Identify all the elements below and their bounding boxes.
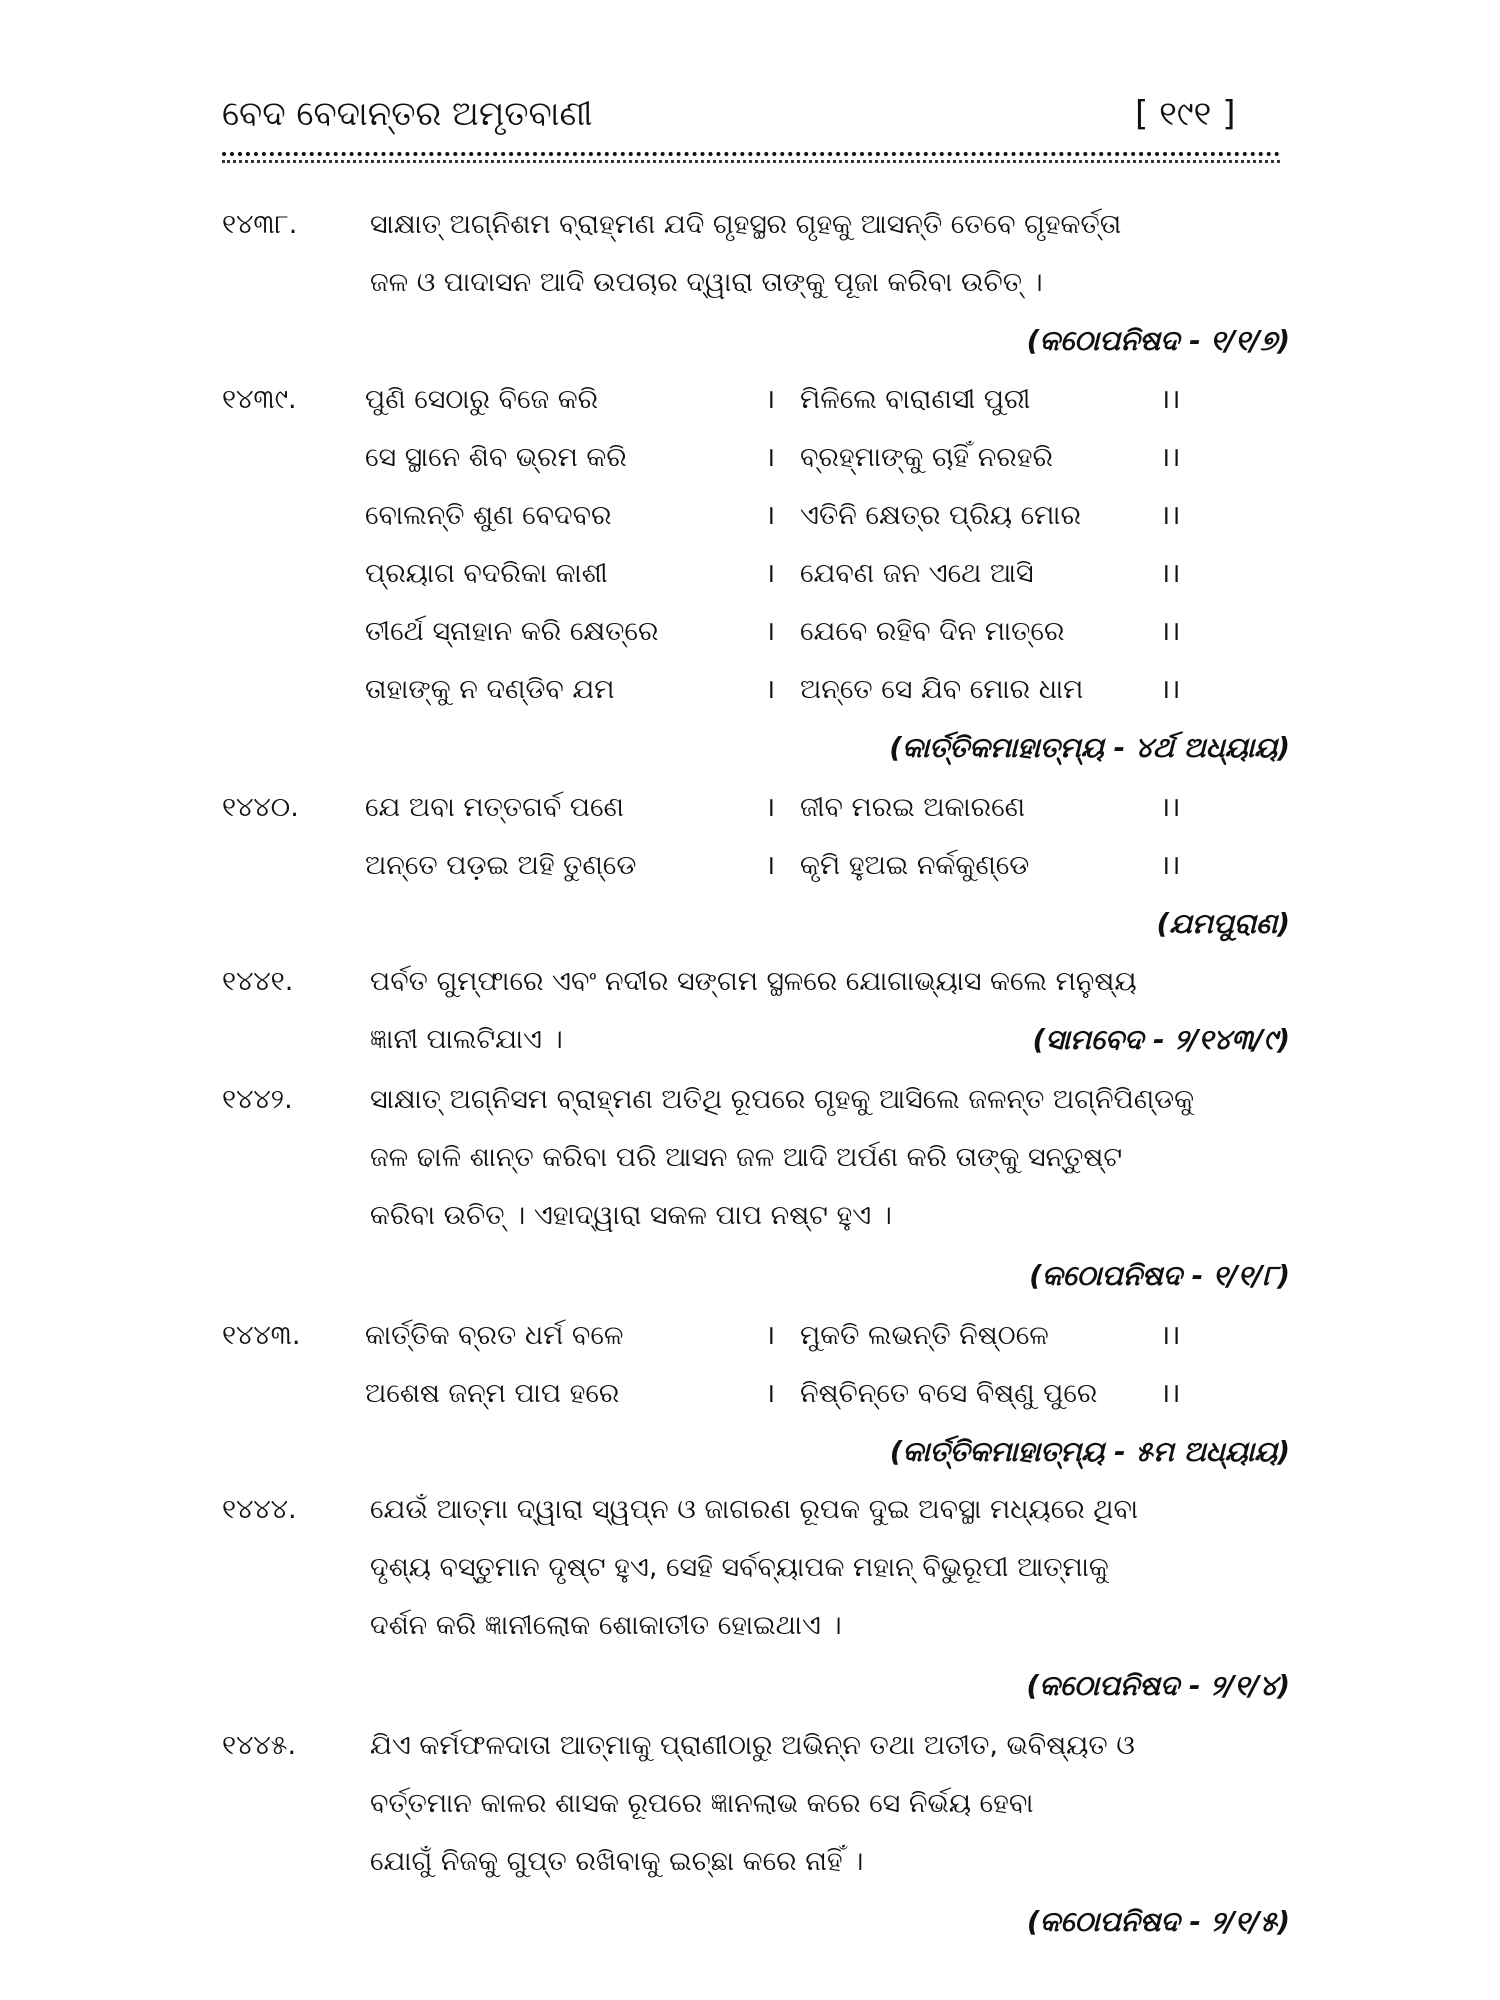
dotted-divider-secondary xyxy=(222,160,1280,163)
verse-1442-line-2: ଜଳ ଢାଳି ଶାନ୍ତ କରିବା ପରି ଆସନ ଜଳ ଆଦି ଅର୍ପଣ କରି ତାଙ୍କୁ ସନ୍ତୁଷ୍ଟ xyxy=(370,1142,1123,1173)
verse-1443-row-2-left: ଅଶେଷ ଜନ୍ମ ପାପ ହରେ xyxy=(365,1378,620,1409)
verse-1440-row-1-right: ଜୀବ ମରଇ ଅକାରଣେ xyxy=(800,792,1026,823)
verse-1440-row-2-left: ଅନ୍ତେ ପଡ଼ଇ ଅହି ତୁଣ୍ଡେ xyxy=(365,850,637,881)
verse-1439-row-6-double-bar: ।। xyxy=(1160,674,1181,705)
verse-1440-source: (ଯମପୁରାଣ) xyxy=(1156,907,1290,940)
verse-1439-row-4-double-bar: ।। xyxy=(1160,558,1181,589)
page-number: [ ୧୯୧ ] xyxy=(1135,94,1236,134)
verse-1443-row-2-right: ନିଷ୍ଚିନ୍ତେ ବସେ ବିଷ୍ଣୁ ପୁରେ xyxy=(800,1378,1098,1409)
verse-1442-source: (କଠୋପନିଷଦ - ୧/୧/୮) xyxy=(1029,1259,1290,1292)
verse-1440-row-2-bar: । xyxy=(765,850,776,881)
verse-1440-row-1-left: ଯେ ଅବା ମତ୍ତଗର୍ବ ପଣେ xyxy=(365,792,624,823)
verse-1445-source: (କଠୋପନିଷଦ - ୨/୧/୫) xyxy=(1026,1905,1290,1938)
dotted-divider xyxy=(222,152,1280,156)
verse-1443-row-1-bar: । xyxy=(765,1320,776,1351)
verse-1444-line-1: ଯେଉଁ ଆତ୍ମା ଦ୍ୱାରା ସ୍ୱପ୍ନ ଓ ଜାଗରଣ ରୂପକ ଦୁଇ ଅବସ୍ଥା ମଧ୍ୟରେ ଥିବା xyxy=(370,1494,1139,1525)
verse-1439-row-2-double-bar: ।। xyxy=(1160,442,1181,473)
verse-1439-row-6-bar: । xyxy=(765,674,776,705)
verse-1442-line-1: ସାକ୍ଷାତ୍ ଅଗ୍ନିସମ ବ୍ରାହ୍ମଣ ଅତିଥି ରୂପରେ ଗୃହକୁ ଆସିଲେ ଜଳନ୍ତ ଅଗ୍ନିପିଣ୍ଡକୁ xyxy=(370,1084,1195,1115)
verse-number-1438: ୧୪୩୮. xyxy=(222,209,298,240)
verse-1439-row-2-left: ସେ ସ୍ଥାନେ ଶିବ ଭ୍ରମ କରି xyxy=(365,442,627,473)
verse-1439-row-5-bar: । xyxy=(765,616,776,647)
verse-1439-row-2-right: ବ୍ରହ୍ମାଙ୍କୁ ଚାହିଁ ନରହରି xyxy=(800,442,1053,473)
verse-1445-line-2: ବର୍ତ୍ତମାନ କାଳର ଶାସକ ରୂପରେ ଜ୍ଞାନଲାଭ କରେ ସେ ନିର୍ଭୟ ହେବା xyxy=(370,1788,1034,1819)
verse-1444-line-2: ଦୃଶ୍ୟ ବସ୍ତୁମାନ ଦୃଷ୍ଟ ହୁଏ, ସେହି ସର୍ବବ୍ୟାପକ ମହାନ୍ ବିଭୁରୂପୀ ଆତ୍ମାକୁ xyxy=(370,1552,1109,1583)
verse-1441-line-2: ଜ୍ଞାନୀ ପାଲଟିଯାଏ । xyxy=(370,1024,563,1055)
verse-1438-line-2: ଜଳ ଓ ପାଦାସନ ଆଦି ଉପଚାର ଦ୍ୱାରା ତାଙ୍କୁ ପୂଜା କରିବା ଉଚିତ୍ । xyxy=(370,267,1043,298)
verse-1439-row-6-left: ତାହାଙ୍କୁ ନ ଦଣ୍ଡିବ ଯମ xyxy=(365,674,615,705)
verse-1439-row-3-bar: । xyxy=(765,500,776,531)
running-head-title: ବେଦ ବେଦାନ୍ତର ଅମୃତବାଣୀ xyxy=(222,94,593,134)
verse-1438-line-1: ସାକ୍ଷାତ୍ ଅଗ୍ନିଶମ ବ୍ରାହ୍ମଣ ଯଦି ଗୃହସ୍ଥର ଗୃହକୁ ଆସନ୍ତି ତେବେ ଗୃହକର୍ତ୍ତା xyxy=(370,209,1122,240)
verse-1442-line-3: କରିବା ଉଚିତ୍ । ଏହାଦ୍ୱାରା ସକଳ ପାପ ନଷ୍ଟ ହୁଏ । xyxy=(370,1200,892,1231)
verse-1439-row-5-left: ତୀର୍ଥେ ସ୍ନାହାନ କରି କ୍ଷେତ୍ରେ xyxy=(365,616,659,647)
verse-1440-row-2-right: କୃମି ହୁଅଇ ନର୍କକୁଣ୍ଡେ xyxy=(800,850,1030,881)
verse-number-1443: ୧୪୪୩. xyxy=(222,1320,301,1351)
verse-1439-row-1-bar: । xyxy=(765,384,776,415)
verse-1439-row-1-right: ମିଳିଲେ ବାରାଣସୀ ପୁରୀ xyxy=(800,384,1031,415)
verse-1443-row-2-bar: । xyxy=(765,1378,776,1409)
verse-1439-row-2-bar: । xyxy=(765,442,776,473)
verse-1441-source: (ସାମବେଦ - ୨/୧୪୩/୯) xyxy=(1032,1023,1290,1056)
verse-number-1444: ୧୪୪୪. xyxy=(222,1494,297,1525)
verse-1443-row-1-double-bar: ।। xyxy=(1160,1320,1181,1351)
verse-1444-line-3: ଦର୍ଶନ କରି ଜ୍ଞାନୀଲୋକ ଶୋକାତୀତ ହୋଇଥାଏ । xyxy=(370,1610,842,1641)
verse-1440-row-1-bar: । xyxy=(765,792,776,823)
verse-number-1445: ୧୪୪୫. xyxy=(222,1730,297,1761)
verse-1439-row-3-left: ବୋଲନ୍ତି ଶୁଣ ବେଦବର xyxy=(365,500,612,531)
verse-number-1441: ୧୪୪୧. xyxy=(222,966,294,997)
verse-1443-row-1-right: ମୁକତି ଲଭନ୍ତି ନିଷ୍ଠଳେ xyxy=(800,1320,1049,1351)
verse-1439-row-4-right: ଯେବଣ ଜନ ଏଥେ ଆସି xyxy=(800,558,1034,589)
verse-1443-row-2-double-bar: ।। xyxy=(1160,1378,1181,1409)
verse-number-1440: ୧୪୪୦. xyxy=(222,792,299,823)
verse-1440-row-1-double-bar: ।। xyxy=(1160,792,1181,823)
verse-1445-line-1: ଯିଏ କର୍ମଫଳଦାତା ଆତ୍ମାକୁ ପ୍ରାଣୀଠାରୁ ଅଭିନ୍ନ ତଥା ଅତୀତ, ଭବିଷ୍ୟତ ଓ xyxy=(370,1730,1135,1761)
verse-1438-source: (କଠୋପନିଷଦ - ୧/୧/୭) xyxy=(1026,324,1290,357)
verse-number-1439: ୧୪୩୯. xyxy=(222,384,297,415)
verse-1443-row-1-left: କାର୍ତ୍ତିକ ବ୍ରତ ଧର୍ମ ବଳେ xyxy=(365,1320,624,1351)
verse-1439-row-3-right: ଏତିନି କ୍ଷେତ୍ର ପ୍ରିୟ ମୋର xyxy=(800,500,1081,531)
verse-1443-source: (କାର୍ତ୍ତିକମାହାତ୍ମ୍ୟ - ୫ମ ଅଧ୍ୟାୟ) xyxy=(889,1435,1290,1468)
verse-1445-line-3: ଯୋଗୁଁ ନିଜକୁ ଗୁପ୍ତ ରଖିବାକୁ ଇଚ୍ଛା କରେ ନାହିଁ । xyxy=(370,1846,864,1877)
verse-1441-line-1: ପର୍ବତ ଗୁମ୍ଫାରେ ଏବଂ ନଦୀର ସଙ୍ଗମ ସ୍ଥଳରେ ଯୋଗାଭ୍ୟାସ କଲେ ମନୁଷ୍ୟ xyxy=(370,966,1137,997)
verse-1444-source: (କଠୋପନିଷଦ - ୨/୧/୪) xyxy=(1026,1669,1290,1702)
verse-1439-row-5-double-bar: ।। xyxy=(1160,616,1181,647)
verse-1439-source: (କାର୍ତ୍ତିକମାହାତ୍ମ୍ୟ - ୪ର୍ଥ ଅଧ୍ୟାୟ) xyxy=(889,731,1290,764)
verse-1439-row-4-bar: । xyxy=(765,558,776,589)
verse-1439-row-1-left: ପୁଣି ସେଠାରୁ ବିଜେ କରି xyxy=(365,384,599,415)
verse-number-1442: ୧୪୪୨. xyxy=(222,1084,293,1115)
verse-1439-row-1-double-bar: ।। xyxy=(1160,384,1181,415)
verse-1440-row-2-double-bar: ।। xyxy=(1160,850,1181,881)
verse-1439-row-3-double-bar: ।। xyxy=(1160,500,1181,531)
verse-1439-row-4-left: ପ୍ରୟାଗ ବଦରିକା କାଶୀ xyxy=(365,558,608,589)
verse-1439-row-5-right: ଯେବେ ରହିବ ଦିନ ମାତ୍ରେ xyxy=(800,616,1065,647)
verse-1439-row-6-right: ଅନ୍ତେ ସେ ଯିବ ମୋର ଧାମ xyxy=(800,674,1084,705)
